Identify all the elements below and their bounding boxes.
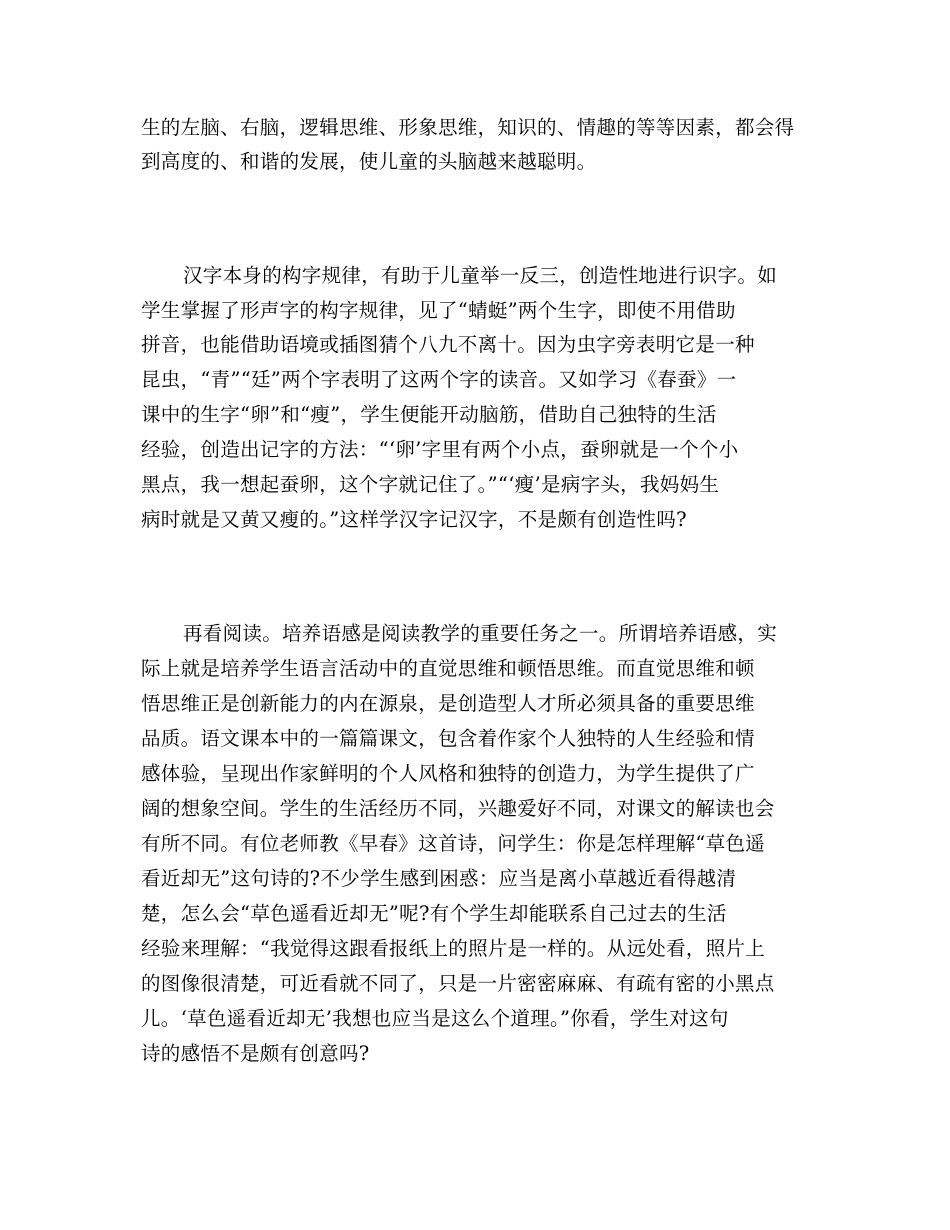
paragraph-2-line-7: 黑点，我一想起蚕卵，这个字就记住了。”“‘瘦’是病字头，我妈妈生 <box>141 473 720 496</box>
paragraph-3-line-3: 悟思维正是创新能力的内在源泉，是创造型人才所必须具备的重要思维 <box>141 692 755 715</box>
paragraph-3-line-1: 再看阅读。培养语感是阅读教学的重要任务之一。所谓培养语感，实 <box>183 622 778 645</box>
paragraph-3-line-12: 儿。‘草色遥看近却无’我想也应当是这么个道理。”你看，学生对这句 <box>141 1007 729 1030</box>
paragraph-3-line-11: 的图像很清楚，可近看就不同了，只是一片密密麻麻、有疏有密的小黑点 <box>141 972 775 995</box>
paragraph-3-line-5: 感体验，呈现出作家鲜明的个人风格和独特的创造力，为学生提供了广 <box>141 762 755 785</box>
paragraph-2-line-3: 拼音，也能借助语境或插图猜个八九不离十。因为虫字旁表明它是一种 <box>141 333 755 356</box>
paragraph-3-line-9: 楚，怎么会“草色遥看近却无”呢?有个学生却能联系自己过去的生活 <box>141 902 727 925</box>
paragraph-2-line-1: 汉字本身的构字规律，有助于儿童举一反三，创造性地进行识字。如 <box>183 264 778 287</box>
paragraph-3-line-6: 阔的想象空间。学生的生活经历不同，兴趣爱好不同，对课文的解读也会 <box>141 797 775 820</box>
paragraph-2-line-8: 病时就是又黄又瘦的。”这样学汉字记汉字，不是颇有创造性吗? <box>141 508 687 531</box>
paragraph-3-line-8: 看近却无”这句诗的?不少学生感到困惑：应当是离小草越近看得越清 <box>141 867 737 890</box>
paragraph-2-line-4: 昆虫，“青”“廷”两个字表明了这两个字的读音。又如学习《春蚕》一 <box>141 368 737 391</box>
paragraph-3-line-13: 诗的感悟不是颇有创意吗? <box>141 1042 370 1065</box>
paragraph-2-line-2: 学生掌握了形声字的构字规律，见了“蜻蜓”两个生字，即使不用借助 <box>141 299 736 322</box>
paragraph-3-line-7: 有所不同。有位老师教《早春》这首诗，问学生：你是怎样理解“草色遥 <box>141 832 766 855</box>
paragraph-1-line-2: 到高度的、和谐的发展，使儿童的头脑越来越聪明。 <box>141 150 597 173</box>
paragraph-3-line-10: 经验来理解：“我觉得这跟看报纸上的照片是一样的。从远处看，照片上 <box>141 937 766 960</box>
paragraph-2-line-5: 课中的生字“卵”和“瘦”，学生便能开动脑筋，借助自己独特的生活 <box>141 403 717 426</box>
paragraph-2-line-6: 经验，创造出记字的方法：“‘卵’字里有两个小点，蚕卵就是一个个小 <box>141 438 739 461</box>
paragraph-3-line-2: 际上就是培养学生语言活动中的直觉思维和顿悟思维。而直觉思维和顿 <box>141 657 755 680</box>
paragraph-3-line-4: 品质。语文课本中的一篇篇课文，包含着作家个人独特的人生经验和情 <box>141 727 755 750</box>
paragraph-1-line-1: 生的左脑、右脑，逻辑思维、形象思维，知识的、情趣的等等因素，都会得 <box>141 116 795 139</box>
